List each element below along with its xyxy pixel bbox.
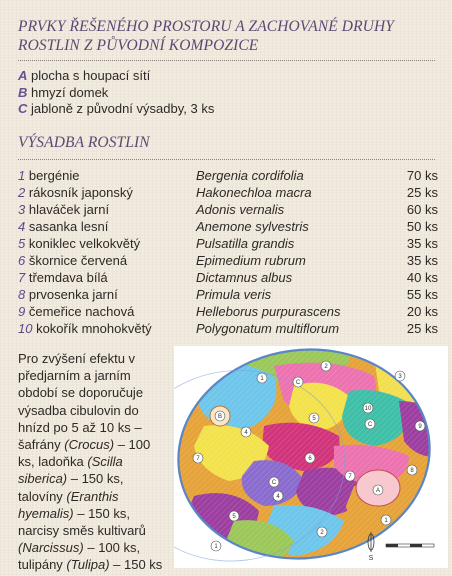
plant-czech-name: kokořík mnohokvětý — [32, 321, 152, 336]
map-label: 1 — [260, 376, 264, 383]
heading-composition: PRVKY ŘEŠENÉHO PROSTORU A ZACHOVANÉ DRUHY ROSTLIN Z PŮVODNÍ KOMPOZICE — [18, 18, 394, 54]
planting-plan-svg — [174, 346, 448, 568]
note-text: – 150 ks, talovíny — [18, 471, 124, 504]
plant-number: 5 — [18, 236, 26, 251]
plant-quantity: 35 ks — [406, 236, 438, 251]
map-label: 2 — [324, 364, 328, 371]
note-narcissus: (Narcissus) — [18, 540, 84, 556]
plant-czech-name: bergénie — [25, 168, 80, 183]
map-label: 5 — [312, 416, 316, 423]
map-label: 2 — [320, 530, 324, 537]
plant-czech-name: hlaváček jarní — [25, 202, 110, 217]
plant-row — [18, 286, 438, 303]
divider — [18, 159, 435, 160]
feature-text: plocha s houpací sítí — [27, 68, 151, 83]
plant-quantity: 40 ks — [406, 270, 438, 285]
plant-quantity: 25 ks — [406, 321, 438, 336]
plant-quantity: 70 ks — [406, 168, 438, 183]
plant-row — [18, 252, 438, 269]
plant-quantity: 35 ks — [406, 253, 438, 268]
feature-item — [18, 68, 214, 85]
feature-letter: C — [18, 101, 28, 116]
plant-number: 1 — [18, 168, 26, 183]
plant-quantity: 50 ks — [406, 219, 438, 234]
note-intro: Pro zvýšení efektu v předjarním a jarním období se doporučuje výsadba cibulovin do hnízd po 5 až 10 ks – šafrány — [18, 351, 144, 453]
plant-czech-name: třemdava bílá — [25, 270, 108, 285]
map-label: 6 — [308, 456, 312, 463]
plant-row — [18, 303, 438, 320]
map-label: 4 — [276, 494, 280, 501]
feature-letter: B — [18, 84, 28, 100]
feature-item — [18, 101, 214, 118]
map-label: C — [295, 380, 301, 387]
map-label: 9 — [418, 424, 422, 431]
map-label: B — [217, 414, 223, 421]
plant-latin-name: Anemone sylvestris — [196, 219, 309, 234]
plant-row — [18, 218, 438, 235]
plant-number: 4 — [18, 219, 26, 234]
map-label: 4 — [244, 430, 248, 437]
map-label: 1 — [384, 518, 388, 525]
plant-row — [18, 269, 438, 286]
map-label: 5 — [232, 514, 236, 521]
plant-latin-name: Helleborus purpurascens — [196, 304, 341, 319]
map-label: 7 — [348, 474, 352, 481]
bulb-recommendation — [18, 350, 168, 574]
plant-latin-name: Primula veris — [196, 287, 272, 302]
plant-number: 3 — [18, 202, 26, 217]
plant-latin-name: Adonis vernalis — [196, 202, 285, 217]
plant-latin-name: Dictamnus albus — [196, 270, 293, 285]
plant-latin-name: Bergenia cordifolia — [196, 168, 304, 183]
plant-czech-name: rákosník japonský — [25, 185, 133, 200]
plant-row — [18, 167, 438, 184]
north-label: S — [368, 555, 374, 562]
feature-item — [18, 85, 214, 102]
plant-quantity: 20 ks — [406, 304, 438, 319]
plant-latin-name: Polygonatum multiflorum — [196, 321, 340, 336]
map-label: 8 — [410, 468, 414, 475]
planting-plan-map — [174, 346, 448, 568]
plant-number: 2 — [18, 185, 26, 200]
note-tulipa: (Tulipa) — [66, 557, 110, 573]
map-label: 3 — [398, 374, 402, 381]
note-text: – 150 ks — [109, 557, 163, 573]
note-text: – 100 ks, ladoňka — [18, 437, 151, 470]
scale-bar — [386, 544, 434, 547]
plant-row — [18, 235, 438, 252]
map-label: 1 — [214, 544, 218, 551]
plant-number: 10 — [18, 321, 33, 336]
map-label: A — [375, 488, 381, 495]
plant-latin-name: Epimedium rubrum — [196, 253, 306, 268]
note-eranthis: (Eranthis hyemalis) — [18, 488, 119, 521]
map-label: 10 — [364, 406, 372, 413]
heading-planting: VÝSADBA ROSTLIN — [18, 134, 150, 151]
map-label: C — [271, 480, 277, 487]
north-arrow — [368, 532, 374, 562]
plant-czech-name: prvosenka jarní — [25, 287, 118, 302]
plant-czech-name: škornice červená — [25, 253, 128, 268]
plant-row — [18, 320, 438, 337]
note-text: – 150 ks, narcisy směs kultivarů — [18, 505, 146, 539]
plant-number: 8 — [18, 287, 26, 302]
plant-quantity: 60 ks — [406, 202, 438, 217]
plant-number: 6 — [18, 253, 26, 268]
note-scilla: (Scilla siberica) — [18, 454, 123, 487]
plant-row — [18, 184, 438, 201]
feature-text: jabloně z původní výsadby, 3 ks — [27, 101, 215, 116]
plant-czech-name: čemeřice nachová — [25, 304, 135, 319]
plant-row — [18, 201, 438, 218]
features-list — [18, 68, 214, 118]
note-crocus: (Crocus) — [64, 437, 115, 453]
plant-czech-name: sasanka lesní — [25, 219, 109, 234]
plant-list — [18, 167, 438, 337]
note-text: – 100 ks, tulipány — [18, 540, 141, 573]
plant-number: 7 — [18, 270, 26, 285]
plant-quantity: 55 ks — [406, 287, 438, 302]
plant-number: 9 — [18, 304, 26, 319]
feature-letter: A — [18, 68, 28, 83]
map-label: C — [367, 422, 373, 429]
feature-text: hmyzí domek — [27, 84, 109, 100]
divider — [18, 60, 435, 61]
plant-quantity: 25 ks — [406, 185, 438, 200]
plant-latin-name: Pulsatilla grandis — [196, 236, 295, 251]
map-label: 7 — [196, 456, 200, 463]
plant-latin-name: Hakonechloa macra — [196, 185, 312, 200]
plant-czech-name: koniklec velkokvětý — [25, 236, 141, 251]
